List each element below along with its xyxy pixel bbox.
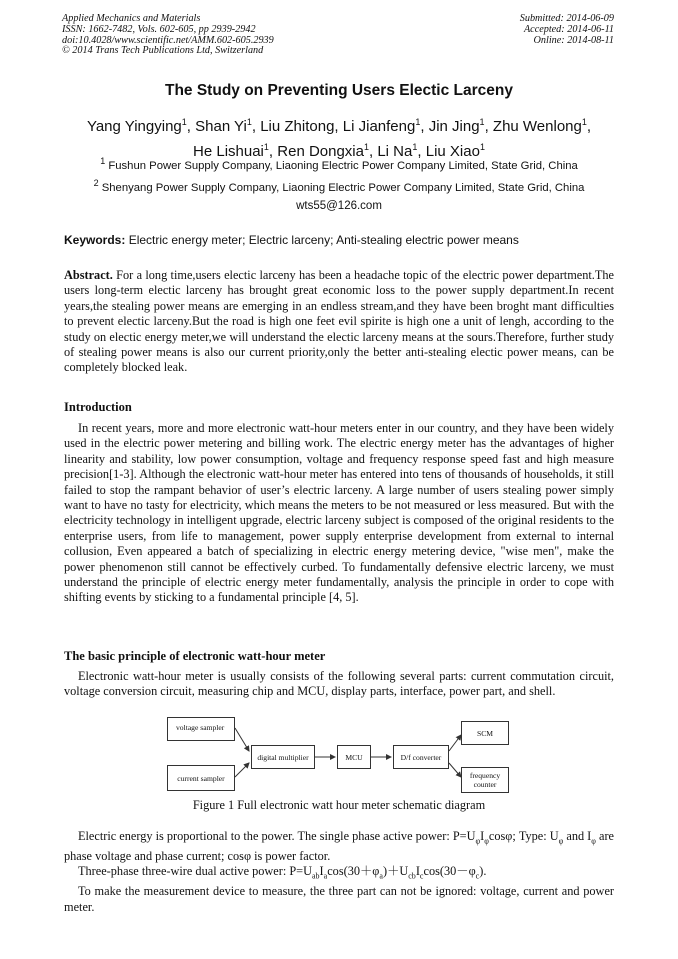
df-converter-box: D/f converter — [393, 745, 449, 769]
arrow-voltage-to-multiplier — [235, 728, 249, 751]
author-line-1 — [40, 112, 638, 137]
author: Yang Yingying$^1$, — [86, 117, 196, 135]
arrow-current-to-multiplier — [235, 763, 249, 777]
author: Li Na$^1$, — [377, 142, 426, 160]
keywords — [64, 233, 620, 247]
submitted-date: Submitted: 2014-06-09 — [519, 13, 614, 24]
introduction-text: In recent years, more and more electronic watt-hour meters enter in our country, and they have been widely used in the electric power metering and billing work. The electric energy meter has the advantages of higher linearity and stability, low power consumption, voltage and frequency response speed fast and high measure precision[1-3]. Although the electronic watt-hour meter has entered into tens of thousands of households, it still failed to stop the rampant behavior of user’s electric larceny. A large number of users stealing power simply want to have no tasty for electricity, which means the meters to be not measured or less measured. But with the electricity technology in intelligent upgrade, electric larceny subject is composed of the original residents to the enterprise users, from life to management, power supply enterprise development from external to internal collusion, Even appeared a batch of specializing in electric energy metering device, "wise men", make the power phenomenon still cannot be effectively curbed. To fundamentally defensive electric larceny, we must understand the principle of electric energy meter fundamentally, analysis the principle in order to cope with shifting events by sticking to a fundamental principle [4, 5]. — [64, 421, 614, 605]
abstract-label: Abstract. — [64, 268, 113, 282]
issn-line: ISSN: 1662-7482, Vols. 602-605, pp 2939-2942 — [62, 23, 256, 35]
basic-principle-text: Electronic watt-hour meter is usually consists of the following several parts: current commutation circuit, voltage conversion circuit, measuring chip and MCU, display parts, interface, power part, and shell. — [64, 669, 614, 699]
introduction-body — [64, 421, 614, 606]
affiliation-1: $^1$ Fushun Power Supply Company, Liaoning Electric Power Company Limited, State Grid, China — [100, 156, 578, 172]
mcu-box: MCU — [337, 745, 371, 769]
accepted-date: Accepted: 2014-06-11 — [523, 23, 614, 35]
journal-name: Applied Mechanics and Materials — [62, 13, 201, 24]
author: Liu Zhitong, — [260, 118, 343, 135]
measurement-text: To make the measurement device to measure, the three part can not be ignored: voltage, current and power meter. — [64, 884, 614, 914]
figure-1-diagram — [165, 715, 525, 801]
figure-1-caption: Figure 1 Full electronic watt hour meter schematic diagram — [192, 798, 486, 812]
power-equations-paragraph: Electric energy is proportional to the power. The single phase active power: $P=U_\varphi I_\varphi\cos\varphi$; Type: $U_\varphi$ and $I_\varphi$ are phase voltage and phase current; cosφ is power factor. Three-phase three-wire dual active power: $P=U_{ab}I_a\cos(30+\varphi_a)+U_{cb}I_c\cos(30-\varphi_c)$. To make the measurement device to measure, the three part can not be ignored: voltage, current and power meter. — [64, 829, 615, 914]
author: Zhu Wenlong$^1$, — [492, 117, 592, 135]
frequency-counter-box: frequency counter — [461, 767, 509, 793]
introduction-heading: Introduction — [64, 400, 132, 414]
phase-voltage-text: are phase voltage and phase current; cosφ is power factor. — [64, 829, 615, 863]
author: Shan Yi$^1$, — [195, 117, 261, 135]
arrow-converter-to-counter — [449, 763, 461, 777]
voltage-sampler-box: voltage sampler — [167, 717, 235, 741]
author: He Lishuai$^1$, — [193, 142, 278, 160]
author: Ren Dongxia$^1$, — [277, 142, 378, 160]
keywords-text: Electric energy meter; Electric larceny; Anti-stealing electric power means — [128, 233, 519, 247]
author: Jin Jing$^1$, — [428, 117, 493, 135]
author-list — [40, 112, 638, 162]
paper-title: The Study on Preventing Users Electic Larceny — [164, 82, 513, 99]
copyright-line: © 2014 Trans Tech Publications Ltd, Switzerland — [62, 45, 264, 57]
doi-line: doi:10.4028/www.scientific.net/AMM.602-605.2939 — [62, 34, 274, 46]
scm-box: SCM — [461, 721, 509, 745]
type-label: ; Type: — [512, 829, 547, 843]
abstract — [64, 268, 614, 376]
abstract-text: For a long time,users electic larceny has been a headache topic of the electric power department.The users long-term electic larceny has brought great economic loss to the power supply department.In recent years,the stealing power means are emerging in an endless stream,and they have been broght mant difficulties to prevent electic larceny.But the road is high one feet evil spirite is high one a unit of lengh, according to the study on electic energy meter,we will understand the electic larceny means at the sours.Therefore, further study of stealing power means is also our current priority,only the better anti-stealing electic power means, can be completely blocked leak. — [64, 268, 614, 375]
keywords-label: Keywords: — [64, 233, 126, 247]
single-phase-text: Electric energy is proportional to the power. The single phase active power: P=U — [78, 829, 476, 843]
arrow-converter-to-scm — [449, 735, 461, 751]
three-phase-equation: Three-phase three-wire dual active power: $P=U_{ab}I_a\cos(30+\varphi_a)+U_{cb}I_c\cos(30-\varphi_c)$. — [78, 864, 487, 881]
online-date: Online: 2014-08-11 — [533, 34, 614, 46]
digital-multiplier-box: digital multiplier — [251, 745, 315, 769]
journal-info — [62, 14, 274, 57]
author: Li Jianfeng$^1$, — [342, 117, 429, 135]
author: Liu Xiao$^1$ — [425, 142, 485, 160]
basic-principle-heading: The basic principle of electronic watt-hour meter — [64, 649, 326, 663]
basic-principle-body — [64, 669, 614, 700]
current-sampler-box: current sampler — [167, 765, 235, 791]
affiliation-2: $^2$ Shenyang Power Supply Company, Liaoning Electric Power Company Limited, State Grid, China — [93, 178, 585, 194]
contact-email: wts55@126.com — [296, 200, 382, 212]
dates-info — [520, 14, 614, 46]
